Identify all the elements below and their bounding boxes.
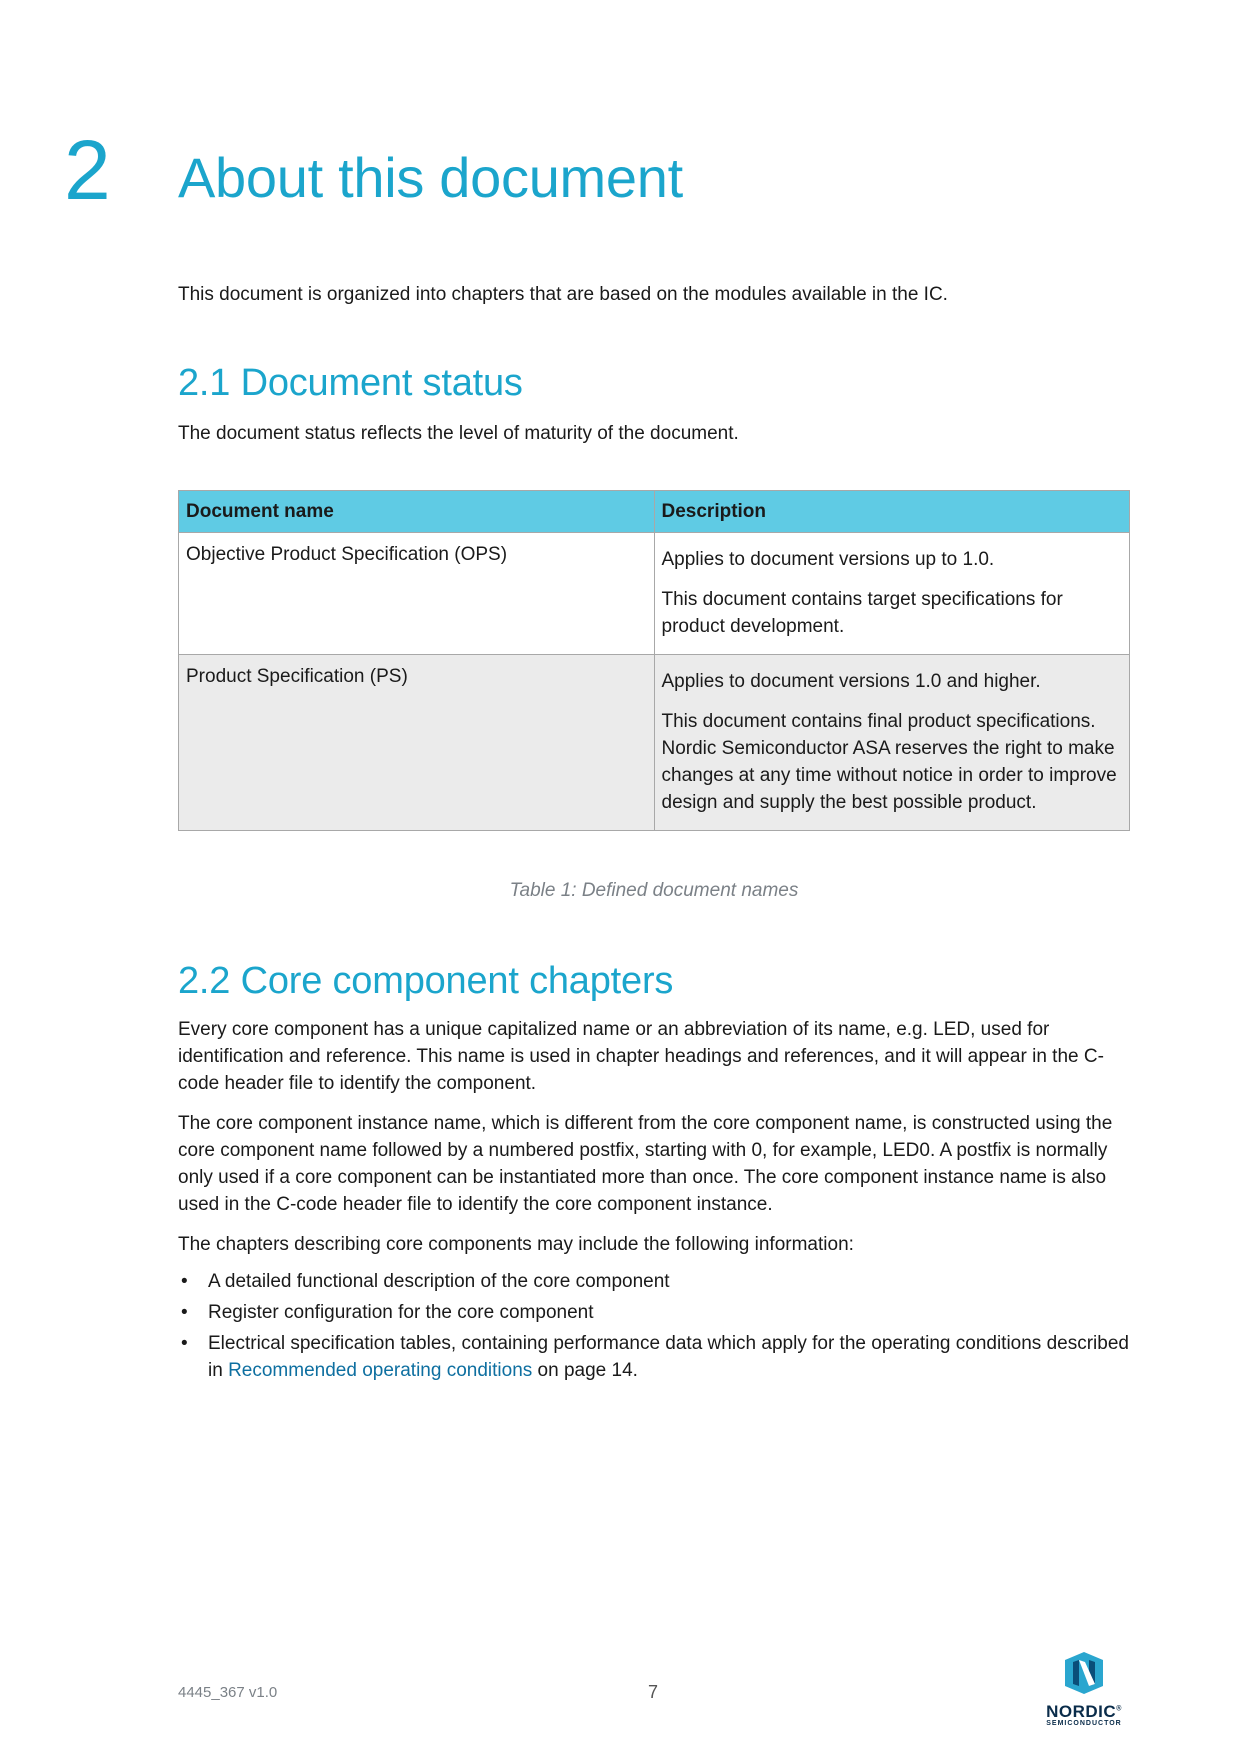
section-2-2-title: 2.2 Core component chapters (178, 960, 674, 1002)
table-cell-description (654, 655, 1130, 831)
body-paragraph: Every core component has a unique capitalized name or an abbreviation of its name, e.g. LED, used for identification and reference. This name is used in chapter headings and references, and it will appear in the C-code header file to identify the component. (178, 1019, 1104, 1094)
table-caption: Table 1: Defined document names (509, 880, 799, 901)
list-item-text: Register configuration for the core component (208, 1302, 594, 1323)
document-status-table (178, 490, 1130, 831)
description-line: Applies to document versions up to 1.0. (661, 549, 995, 570)
bullet-icon: • (181, 1271, 188, 1292)
body-paragraph: The core component instance name, which is different from the core component name, is constructed using the core component name followed by a numbered postfix, starting with 0, for example, LED0. A postfix is normally only used if a core component can be instantiated more than once. The core component instance name is also used in the C-code header file to identify the core component instance. (178, 1113, 1113, 1215)
table-header-row (179, 491, 1130, 533)
table-cell-name: Product Specification (PS) (179, 655, 655, 831)
recommended-operating-conditions-link[interactable]: Recommended operating conditions (228, 1360, 533, 1381)
description-line: This document contains target specifications for product development. (661, 589, 1063, 637)
list-item-text-before-link: Electrical specification tables, containing performance data which apply for the operating conditions described in (208, 1333, 1129, 1381)
table-cell-description (654, 533, 1130, 655)
section-2-1-paragraph: The document status reflects the level of maturity of the document. (178, 423, 739, 444)
section-2-1-text-block (178, 420, 1130, 447)
table-row (179, 655, 1130, 831)
bullet-icon: • (181, 1302, 188, 1323)
nordic-logo-mark-icon (1061, 1652, 1107, 1694)
list-item-text: A detailed functional description of the core component (208, 1271, 670, 1292)
section-2-1-title: 2.1 Document status (178, 362, 523, 404)
list-item (178, 1268, 1130, 1295)
table-cell-name: Objective Product Specification (OPS) (179, 533, 655, 655)
footer-document-id: 4445_367 v1.0 (178, 1684, 278, 1701)
bullet-icon: • (181, 1333, 188, 1354)
footer-page-number: 7 (648, 1682, 659, 1702)
intro-paragraph: This document is organized into chapters that are based on the modules available in the IC. (178, 284, 948, 305)
logo-wordmark (1036, 1703, 1132, 1720)
information-list (178, 1268, 1130, 1384)
list-item (178, 1330, 1130, 1384)
nordic-logo (1036, 1652, 1132, 1728)
chapter-title: About this document (178, 146, 683, 209)
chapter-number: 2 (64, 123, 111, 217)
logo-word: NORDIC (1046, 1702, 1117, 1721)
table-row (179, 533, 1130, 655)
description-line: This document contains final product specifications. Nordic Semiconductor ASA reserves the right to make changes at any time without notice in order to improve design and supply the best possible product. (661, 711, 1117, 813)
table-header-description: Description (654, 491, 1130, 533)
list-item-text-after-link: on page 14. (532, 1360, 638, 1381)
section-2-2-body (178, 1016, 1130, 1388)
body-paragraph: The chapters describing core components may include the following information: (178, 1234, 854, 1255)
list-item (178, 1299, 1130, 1326)
logo-registered-mark: ® (1116, 1705, 1122, 1713)
intro-block (178, 281, 1130, 308)
logo-subtitle: SEMICONDUCTOR (1046, 1720, 1122, 1727)
table-header-document-name: Document name (179, 491, 655, 533)
description-line: Applies to document versions 1.0 and higher. (661, 671, 1041, 692)
